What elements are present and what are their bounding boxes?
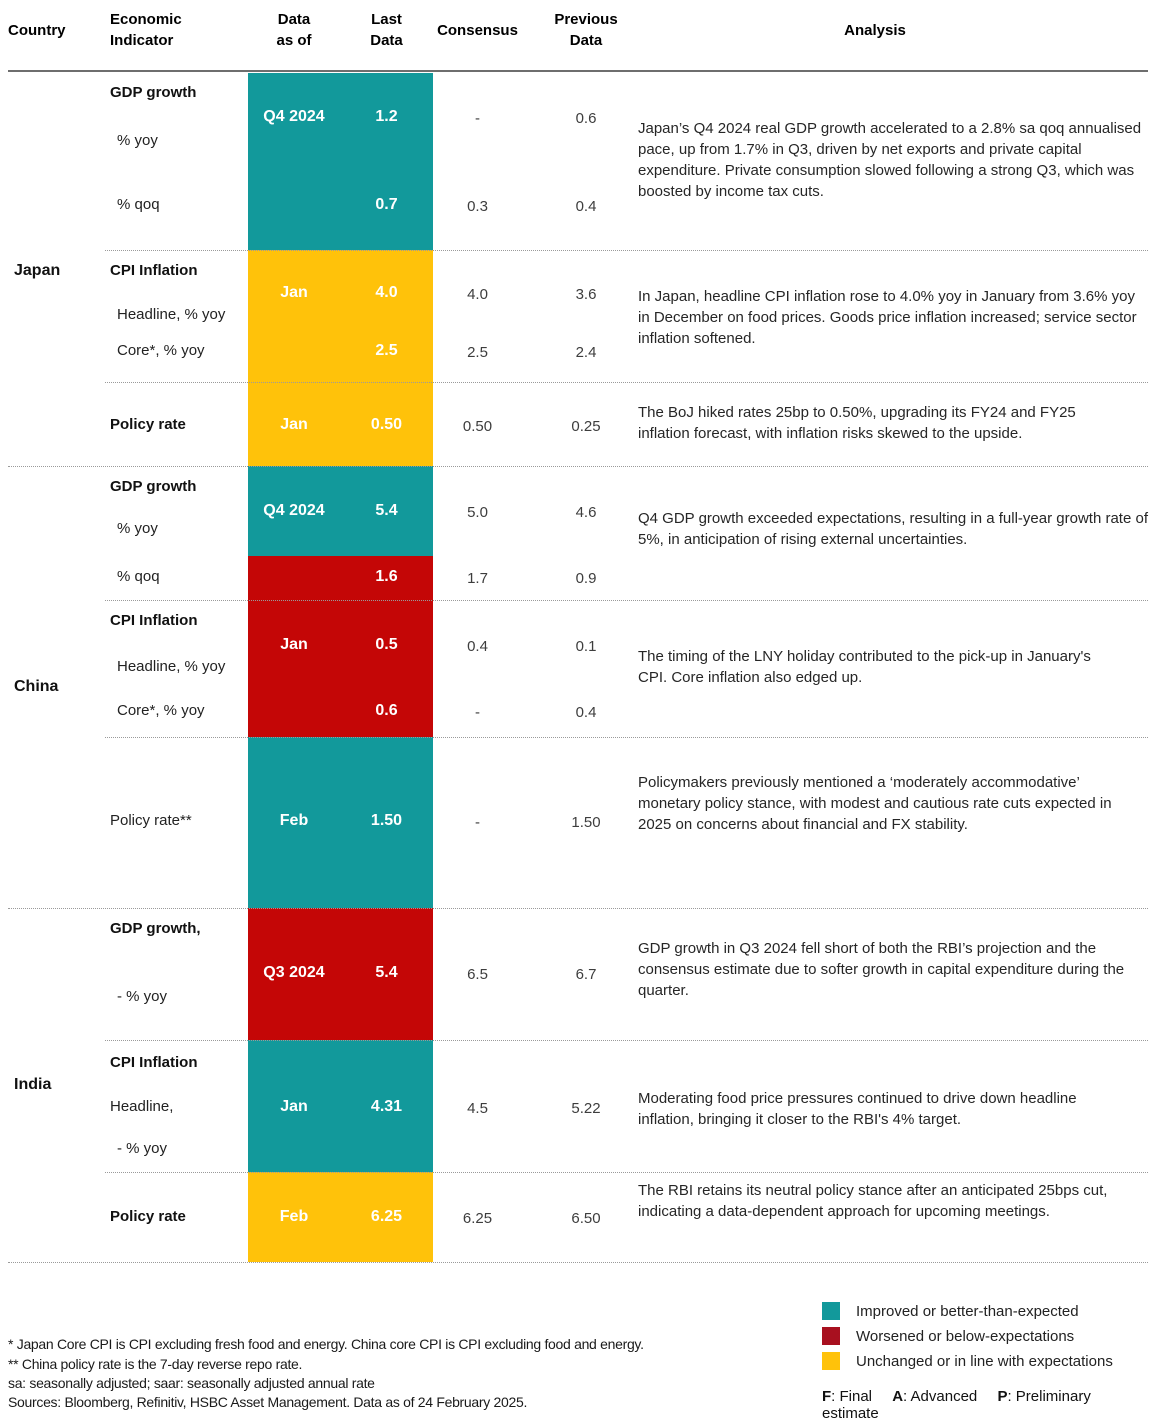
col-header-economic-indicator (110, 9, 182, 51)
analysis-text: Japan’s Q4 2024 real GDP growth accelerated to a 2.8% sa qoq annualised pace, up from 1.7% in Q3, driven by net exports and private capital expenditure. Private consumption slowed following a strong Q3, which was boosted by income tax cuts. (638, 120, 1142, 200)
indicator-sublabel: % qoq (117, 568, 160, 585)
indicator-sublabel: Core*, % yoy (117, 342, 205, 359)
previous-value-row2: 0.4 (575, 704, 597, 721)
indicator-sublabel: - % yoy (117, 1140, 168, 1157)
data-as-of-value: Jan (280, 1098, 308, 1115)
data-as-of-value: Q3 2024 (263, 964, 325, 981)
col-header-last-data-line1: Last (371, 11, 402, 28)
last-data-value: 0.5 (375, 636, 398, 653)
legend-fap-advanced (892, 1388, 977, 1405)
previous-value: 6.7 (575, 966, 597, 983)
indicator-sublabel: - % yoy (117, 988, 168, 1005)
previous-value-row2: 0.4 (575, 198, 597, 215)
previous-value: 6.50 (571, 1210, 601, 1227)
indicator-label: Policy rate (110, 416, 186, 433)
col-header-data-as-of-line2: as of (276, 32, 312, 49)
legend-fap-advanced-key: A (892, 1388, 904, 1405)
col-header-country: Country (8, 22, 66, 39)
previous-value: 5.22 (571, 1100, 601, 1117)
last-data-value-row2: 0.7 (375, 196, 398, 213)
consensus-value: 6.25 (462, 1210, 493, 1227)
indicator-sublabel: Headline, % yoy (117, 658, 226, 675)
legend-fap-preliminary-key: P (997, 1388, 1008, 1405)
legend-fap-preliminary-label: : Preliminary estimate (822, 1388, 1091, 1422)
header-rule (8, 70, 1148, 72)
legend-fap-final (822, 1388, 872, 1405)
legend-swatch-worsened (822, 1327, 840, 1345)
col-header-previous-data (540, 9, 632, 51)
separator-china-gdp-cpi (105, 600, 1148, 601)
legend-label-improved: Improved or better-than-expected (856, 1303, 1079, 1320)
last-data-value: 1.50 (370, 812, 403, 829)
last-data-value-row2: 0.6 (375, 702, 398, 719)
previous-value: 0.1 (575, 638, 597, 655)
footnote-sa-saar: sa: seasonally adjusted; saar: seasonally adjusted annual rate (8, 1375, 375, 1391)
consensus-value: 4.0 (467, 286, 488, 303)
indicator-sublabel: Headline, % yoy (117, 306, 226, 323)
col-header-consensus: Consensus (437, 22, 518, 39)
country-label-india: India (14, 1076, 52, 1093)
consensus-value: - (475, 110, 480, 127)
previous-value: 0.6 (575, 110, 597, 127)
col-header-data-as-of (248, 9, 340, 51)
last-data-value: 6.25 (370, 1208, 403, 1225)
footnote-policy-rate: ** China policy rate is the 7-day reverse repo rate. (8, 1356, 303, 1372)
consensus-value-row2: - (475, 704, 480, 721)
analysis-text: In Japan, headline CPI inflation rose to 4.0% yoy in January from 3.6% yoy in December on food prices. Goods price inflation increased; service sector inflation softened. (638, 288, 1137, 347)
legend-fap-final-label: : Final (831, 1388, 873, 1405)
data-as-of-value: Feb (279, 1208, 309, 1225)
consensus-value: 5.0 (467, 504, 488, 521)
indicator-label: CPI Inflation (110, 1054, 198, 1071)
separator-china-india (8, 908, 1148, 909)
country-label-china: China (14, 678, 59, 695)
data-as-of-value: Jan (280, 284, 308, 301)
consensus-value: 0.50 (462, 418, 493, 435)
indicator-label: GDP growth, (110, 920, 201, 937)
consensus-value: 6.5 (467, 966, 488, 983)
legend-label-worsened: Worsened or below-expectations (856, 1328, 1075, 1345)
data-as-of-value: Q4 2024 (263, 108, 325, 125)
analysis-text: Moderating food price pressures continued to drive down headline inflation, bringing it closer to the RBI's 4% target. (638, 1090, 1077, 1128)
col-header-previous-line1: Previous (554, 11, 618, 28)
legend-fap-advanced-label: : Advanced (903, 1388, 978, 1405)
indicator-sublabel: Core*, % yoy (117, 702, 205, 719)
col-header-economic-indicator-line2: Indicator (110, 32, 174, 49)
previous-value: 3.6 (575, 286, 597, 303)
separator-china-cpi-policy (105, 737, 1148, 738)
col-header-last-data (340, 9, 433, 51)
separator-india-gdp-cpi (105, 1040, 1148, 1041)
legend-fap-key (822, 1388, 1157, 1422)
analysis-text: GDP growth in Q3 2024 fell short of both the RBI’s projection and the consensus estimate due to softer growth in capital expenditure during the quarter. (638, 940, 1125, 999)
col-header-data-as-of-line1: Data (277, 11, 311, 28)
legend-fap-final-key: F (822, 1388, 832, 1405)
data-as-of-value: Feb (279, 812, 309, 829)
consensus-value-row2: 1.7 (467, 570, 488, 587)
band-japan-gdp-improved (248, 73, 433, 250)
col-header-analysis: Analysis (844, 22, 906, 39)
last-data-value: 5.4 (375, 964, 398, 981)
indicator-sublabel: % yoy (117, 132, 158, 149)
separator-japan-gdp-cpi (105, 250, 1148, 251)
analysis-text: Policymakers previously mentioned a ‘moderately accommodative’ monetary policy stance, with modest and cautious rate cuts expected in 2025 on concerns about financial and FX stability. (638, 774, 1112, 833)
legend-label-unchanged: Unchanged or in line with expectations (856, 1353, 1113, 1370)
consensus-value-row2: 0.3 (467, 198, 488, 215)
legend-swatch-improved (822, 1302, 840, 1320)
legend-swatch-unchanged (822, 1352, 840, 1370)
col-header-last-data-line2: Data (370, 32, 403, 49)
previous-value-row2: 2.4 (575, 344, 597, 361)
last-data-value: 0.50 (370, 416, 403, 433)
previous-value-row2: 0.9 (575, 570, 597, 587)
last-data-value: 1.2 (375, 108, 398, 125)
data-as-of-value: Jan (280, 636, 308, 653)
analysis-text: The timing of the LNY holiday contributed to the pick-up in January's CPI. Core inflation also edged up. (638, 648, 1091, 686)
footnote-core-cpi: * Japan Core CPI is CPI excluding fresh food and energy. China core CPI is CPI excluding food and energy. (8, 1336, 644, 1352)
consensus-value: 4.5 (467, 1100, 488, 1117)
indicator-label: Policy rate** (110, 812, 192, 829)
last-data-value: 4.0 (375, 284, 398, 301)
indicator-label: CPI Inflation (110, 612, 198, 629)
consensus-value: 0.4 (467, 638, 488, 655)
analysis-text: The BoJ hiked rates 25bp to 0.50%, upgrading its FY24 and FY25 inflation forecast, with inflation risks skewed to the upside. (638, 404, 1076, 442)
previous-value: 1.50 (571, 814, 601, 831)
indicator-label: Policy rate (110, 1208, 186, 1225)
consensus-value-row2: 2.5 (467, 344, 488, 361)
data-as-of-value: Jan (280, 416, 308, 433)
analysis-text: The RBI retains its neutral policy stance after an anticipated 25bps cut, indicating a data-dependent approach for upcoming meetings. (638, 1182, 1108, 1220)
consensus-value: - (475, 814, 480, 831)
indicator-sublabel: % yoy (117, 520, 158, 537)
footnote-sources: Sources: Bloomberg, Refinitiv, HSBC Asset Management. Data as of 24 February 2025. (8, 1394, 528, 1410)
indicator-label: CPI Inflation (110, 262, 198, 279)
previous-value: 0.25 (571, 418, 601, 435)
analysis-text: Q4 GDP growth exceeded expectations, resulting in a full-year growth rate of 5%, in anticipation of rising external uncertainties. (638, 510, 1148, 548)
col-header-economic-indicator-line1: Economic (110, 11, 182, 28)
indicator-label: GDP growth (110, 84, 197, 101)
country-label-japan: Japan (14, 262, 61, 279)
data-as-of-value: Q4 2024 (263, 502, 325, 519)
separator-table-bottom (8, 1262, 1148, 1263)
last-data-value: 5.4 (375, 502, 398, 519)
previous-value: 4.6 (575, 504, 597, 521)
separator-japan-cpi-policy (105, 382, 1148, 383)
indicator-sublabel: Headline, (110, 1098, 174, 1115)
col-header-previous-line2: Data (569, 32, 603, 49)
indicator-label: GDP growth (110, 478, 197, 495)
separator-japan-china (8, 466, 1148, 467)
last-data-value-row2: 1.6 (375, 568, 398, 585)
indicator-sublabel: % qoq (117, 196, 160, 213)
last-data-value: 4.31 (370, 1098, 403, 1115)
last-data-value-row2: 2.5 (375, 342, 398, 359)
separator-india-cpi-policy (105, 1172, 1148, 1173)
